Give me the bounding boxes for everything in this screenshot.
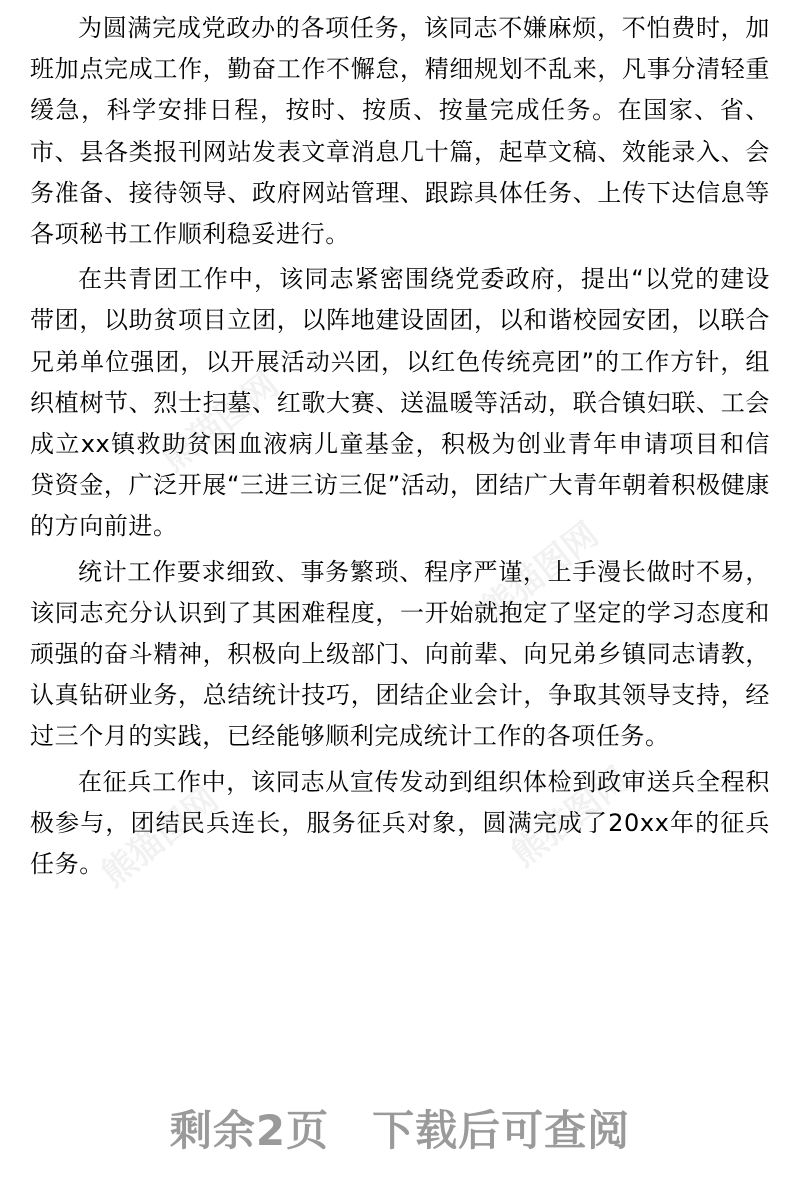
paragraph-youth-league: 在共青团工作中，该同志紧密围绕党委政府，提出“以党的建设带团，以助贫项目立团，以阵地建设固团，以和谐校园安团，以联合兄弟单位强团，以开展活动兴团，以红色传统亮团”的工作方针，组织植树节、烈士扫墓、红歌大赛、送温暖等活动，联合镇妇联、工会成立xx镇救助贫困血液病儿童基金，积极为创业青年申请项目和信贷资金，广泛开展“三进三访三促”活动，团结广大青年朝着积极健康的方向前进。 — [30, 265, 770, 541]
remaining-pages-notice[interactable]: 剩余2页 下载后可查阅 — [169, 1106, 631, 1155]
watermark: 熊猫图网 — [504, 759, 637, 875]
paragraph-statistics: 统计工作要求细致、事务繁琐、程序严谨，上手漫长做时不易，该同志充分认识到了其困难程度，一开始就抱定了坚定的学习态度和顽强的奋斗精神，积极向上级部门、向前辈、向兄弟乡镇同志请教，认真钻研业务，总结统计技巧，团结企业会计，争取其领导支持，经过三个月的实践，已经能够顺利完成统计工作的各项任务。 — [30, 557, 770, 751]
paragraph-party-office: 为圆满完成党政办的各项任务，该同志不嫌麻烦，不怕费时，加班加点完成工作，勤奋工作不懈怠，精细规划不乱来，凡事分清轻重缓急，科学安排日程，按时、按质、按量完成任务。在国家、省、市、县各类报刊网站发表文章消息几十篇，起草文稿、效能录入、会务准备、接待领导、政府网站管理、跟踪具体任务、上传下达信息等各项秘书工作顺利稳妥进行。 — [30, 14, 770, 249]
document-body — [30, 8, 770, 889]
watermark: 熊猫图网 — [154, 364, 287, 480]
paragraph-conscription: 在征兵工作中，该同志从宣传发动到组织体检到政审送兵全程积极参与，团结民兵连长，服务征兵对象，圆满完成了20xx年的征兵任务。 — [30, 767, 770, 879]
watermark: 熊猫图网 — [94, 779, 227, 895]
watermark: 熊猫图网 — [474, 514, 607, 630]
